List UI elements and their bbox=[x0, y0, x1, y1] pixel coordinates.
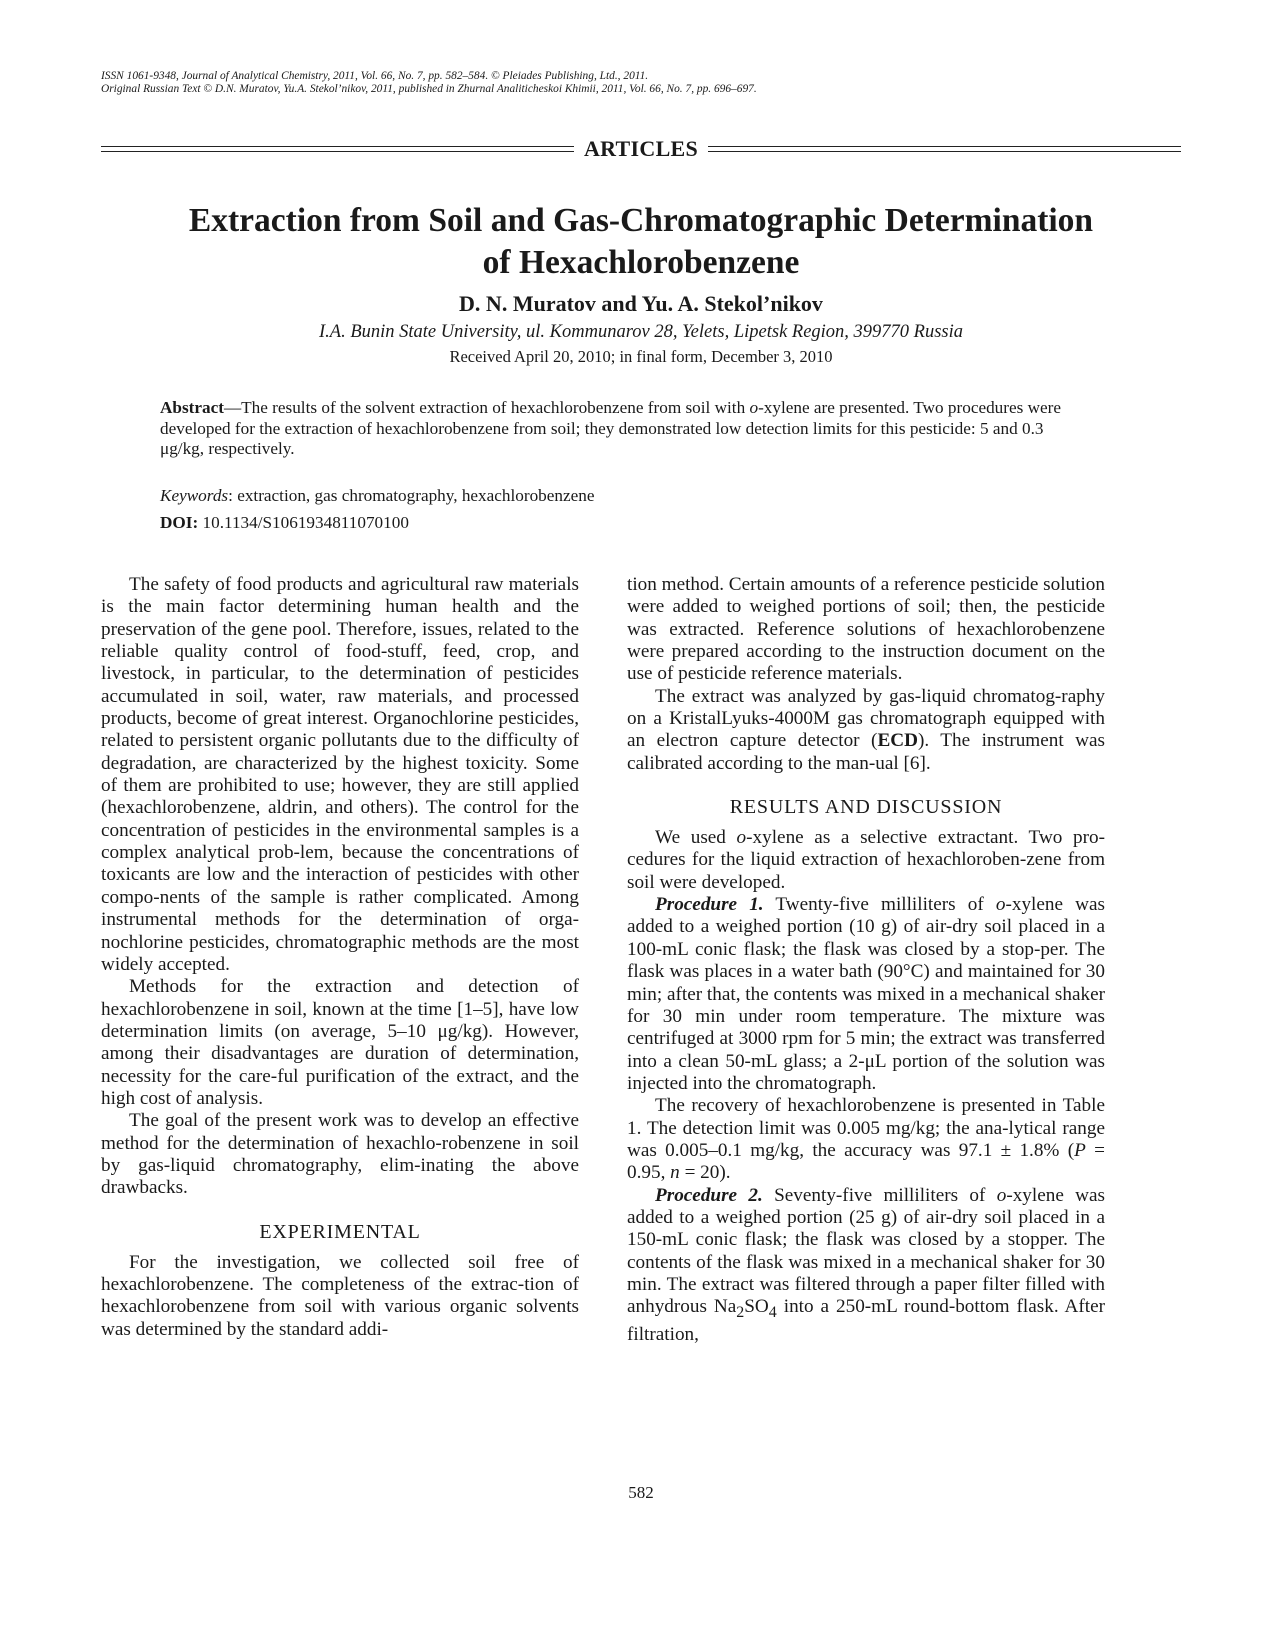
section-label: ARTICLES bbox=[583, 136, 699, 161]
o-prefix: o bbox=[995, 894, 1006, 916]
paragraph: The goal of the present work was to develop an effective method for the determination of hexachlo-robenzene in soil by gas-liquid chromatography, elim-inating the above drawbacks. bbox=[101, 1110, 579, 1199]
abstract-o-prefix: o bbox=[749, 398, 759, 417]
received-dates: Received April 20, 2010; in final form, December 3, 2010 bbox=[449, 347, 833, 366]
journal-header bbox=[101, 70, 1181, 96]
article-title bbox=[101, 200, 1181, 284]
abstract-label: Abstract bbox=[160, 398, 224, 417]
keywords-text: : extraction, gas chromatography, hexachlorobenzene bbox=[228, 486, 595, 505]
article-title-line-2: of Hexachlorobenzene bbox=[482, 244, 800, 281]
double-rule-left bbox=[101, 146, 574, 152]
text-run: Seventy-five milliliters of bbox=[762, 1184, 997, 1206]
text-run: Twenty-five milliliters of bbox=[763, 894, 996, 916]
abstract-text-b: -xylene are presented. Two procedures were developed for the extraction of hexachlorobenzene from soil; they demonstrated low detection limits for this pesticide: 5 and 0.3 μg/kg, respectively. bbox=[160, 398, 1061, 458]
text-run: -xylene was added to a weighed portion (10 g) of air-dry soil placed in a 100-mL conic flask; the flask was closed by a stop-per. The flask was places in a water bath (90°C) and maintained for 30 min; after that, the contents was mixed in a mechanical shaker for 30 min under room temperature. The mixture was centrifuged at 3000 rpm for 5 min; the extract was transferred into a clean 50-mL glass; a 2-μL portion of the solution was injected into the chromatograph. bbox=[627, 894, 1105, 1094]
article-title-line-1: Extraction from Soil and Gas-Chromatographic Determination bbox=[188, 202, 1094, 239]
text-run: SO bbox=[744, 1296, 769, 1318]
authors: D. N. Muratov and Yu. A. Stekol’nikov bbox=[459, 291, 823, 316]
paragraph bbox=[627, 1095, 1105, 1184]
subscript: 4 bbox=[768, 1304, 777, 1322]
paragraph: Methods for the extraction and detection of hexachlorobenzene in soil, known at the time [1–5], have low determination limits (on average, 5–10 μg/kg). However, among their disadvantages are duration of determination, necessity for the care-ful purification of the extract, and the high cost of analysis. bbox=[101, 976, 579, 1109]
section-band bbox=[101, 133, 1181, 165]
paragraph bbox=[627, 686, 1105, 775]
paragraph bbox=[627, 1185, 1105, 1347]
left-column bbox=[101, 574, 579, 1341]
procedure-2-label: Procedure 2. bbox=[655, 1184, 763, 1206]
o-prefix: o bbox=[996, 1184, 1007, 1206]
paragraph: For the investigation, we collected soil free of hexachlorobenzene. The completeness of the extrac-tion of hexachlorobenzene from soil with various organic solvents was determined by the standard addi- bbox=[101, 1251, 579, 1340]
n-symbol: n bbox=[670, 1162, 680, 1184]
journal-header-line-2: Original Russian Text © D.N. Muratov, Yu.A. Stekol’nikov, 2011, published in Zhurnal Analiticheskoi Khimii, 2011, Vol. 66, No. 7, pp. 696–697. bbox=[101, 83, 757, 95]
affiliation: I.A. Bunin State University, ul. Kommunarov 28, Yelets, Lipetsk Region, 399770 Russia bbox=[318, 322, 964, 342]
doi bbox=[160, 513, 1080, 533]
text-run: -xylene as a selective extractant. Two pro-cedures for the liquid extraction of hexachloroben-zene from soil were developed. bbox=[627, 827, 1105, 893]
text-run: ). The instrument was calibrated according to the man-ual [6]. bbox=[627, 730, 1105, 774]
subscript: 2 bbox=[736, 1304, 745, 1322]
text-run: The recovery of hexachlorobenzene is presented in Table 1. The detection limit was 0.005 mg/kg; the ana-lytical range was 0.005–0.1 mg/kg, the accuracy was 97.1 ± 1.8% ( bbox=[627, 1095, 1105, 1161]
section-heading-results: RESULTS AND DISCUSSION bbox=[729, 796, 1003, 819]
text-run: The extract was analyzed by gas-liquid chromatog-raphy on a KristalLyuks-4000M gas chromatograph equipped with an electron capture detector ( bbox=[627, 685, 1105, 752]
paragraph: tion method. Certain amounts of a reference pesticide solution were added to weighed portions of soil; then, the pesticide was extracted. Reference solutions of hexachlorobenzene were prepared according to the instruction document on the use of pesticide reference materials. bbox=[627, 574, 1105, 685]
keywords bbox=[160, 486, 1080, 506]
page-number: 582 bbox=[628, 1483, 654, 1502]
paragraph bbox=[627, 894, 1105, 1095]
keywords-label: Keywords bbox=[160, 486, 229, 505]
section-heading-experimental: EXPERIMENTAL bbox=[259, 1220, 421, 1243]
procedure-1-label: Procedure 1. bbox=[655, 894, 764, 916]
text-run: = 0.95, bbox=[627, 1139, 1105, 1184]
doi-label: DOI: bbox=[160, 513, 199, 532]
double-rule-right bbox=[708, 146, 1181, 152]
ecd-abbrev: ECD bbox=[877, 730, 918, 752]
abstract bbox=[160, 398, 1080, 460]
doi-value: 10.1134/S1061934811070100 bbox=[198, 513, 409, 532]
abstract-text-a: —The results of the solvent extraction of hexachlorobenzene from soil with bbox=[223, 398, 750, 417]
text-run: -xylene was added to a weighed portion (25 g) of air-dry soil placed in a 150-mL conic flask; the flask was closed by a stopper. The contents of the flask was mixed in a mechanical shaker for 30 min. The extract was filtered through a paper filter filled with anhydrous Na bbox=[627, 1184, 1106, 1318]
text-run: into a 250-mL round-bottom flask. After filtration, bbox=[627, 1296, 1105, 1346]
o-prefix: o bbox=[736, 827, 747, 849]
paragraph: The safety of food products and agricultural raw materials is the main factor determining human health and the preservation of the gene pool. Therefore, issues, related to the reliable quality control of food-stuff, feed, crop, and livestock, in particular, to the determination of pesticides accumulated in soil, water, raw materials, and processed products, become of great interest. Organochlorine pesticides, related to persistent organic pollutants due to the difficulty of degradation, are characterized by the highest toxicity. Some of them are prohibited to use; however, they are still applied (hexachlorobenzene, aldrin, and others). The control for the concentration of pesticides in the environmental samples is a complex analytical prob-lem, because the concentrations of toxicants are low and the interaction of pesticides with other compo-nents of the sample is rather complicated. Among instrumental methods for the determination of orga-nochlorine pesticides, chromatographic methods are the most widely accepted. bbox=[101, 574, 579, 975]
paragraph bbox=[627, 827, 1105, 894]
right-column bbox=[627, 574, 1105, 1347]
journal-header-line-1: ISSN 1061-9348, Journal of Analytical Chemistry, 2011, Vol. 66, No. 7, pp. 582–584. © Pleiades Publishing, Ltd., 2011. bbox=[101, 70, 649, 82]
text-run: = 20). bbox=[679, 1162, 731, 1184]
text-run: We used bbox=[655, 827, 737, 849]
p-symbol: P bbox=[1074, 1139, 1086, 1161]
